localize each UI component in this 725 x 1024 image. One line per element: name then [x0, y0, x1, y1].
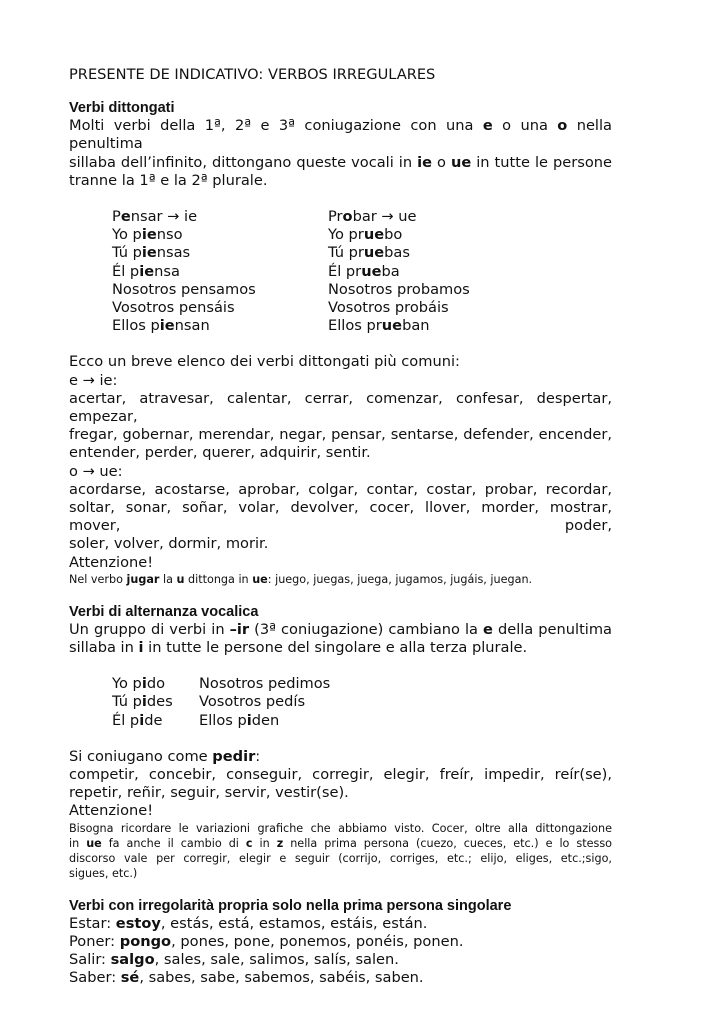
conjugation-cell-right: Él prueba: [328, 262, 400, 280]
sec1-intro-line: tranne la 1ª e la 2ª plurale.: [69, 171, 268, 189]
sec1-intro-line: Molti verbi della 1ª, 2ª e 3ª coniugazione con una e o una o nella penultima: [69, 117, 612, 153]
conjugation-row: [112, 208, 612, 226]
bold-segment: ue: [363, 226, 385, 244]
conjugation-row: [112, 281, 612, 299]
conjugation-cell-left: Pensar → ie: [112, 208, 198, 226]
verb-line-salir: Salir: salgo, sales, sale, salimos, salís, salen.: [69, 950, 399, 968]
conjugation-row: [112, 712, 612, 730]
bold-segment: i: [138, 638, 144, 656]
bold-segment: ie: [141, 226, 157, 244]
conjugation-cell-left: Yo pienso: [112, 226, 183, 244]
conjugation-cell-left: Yo pido: [112, 675, 166, 693]
e-ie-verbs-line: acertar, atravesar, calentar, cerrar, comenzar, confesar, despertar, empezar,: [69, 389, 612, 425]
document-page: [69, 66, 612, 987]
bold-segment: i: [139, 711, 145, 729]
bold-segment: u: [176, 572, 185, 586]
bold-segment: c: [245, 836, 253, 850]
conjugation-row: [112, 244, 612, 262]
sec2-intro-line: Un gruppo di verbi in –ir (3ª coniugazione) cambiano la e della penultima: [69, 620, 613, 638]
bold-segment: o: [557, 117, 568, 135]
conjugation-cell-right: Ellos prueban: [328, 317, 430, 335]
conjugation-cell-right: Nosotros pedimos: [199, 675, 331, 693]
bold-segment: ue: [86, 836, 102, 850]
bold-segment: ue: [381, 317, 403, 335]
conjugation-cell-right: Yo pruebo: [328, 226, 403, 244]
graphic-note-line: Bisogna ricordare le variazioni grafiche che abbiamo visto. Cocer, oltre alla dittongazione: [69, 821, 612, 835]
conjugation-cell-left: Tú piensas: [112, 244, 191, 262]
bold-segment: e: [482, 117, 493, 135]
sec1-intro-line: sillaba dell’infinito, dittongano queste vocali in ie o ue in tutte le persone: [69, 153, 612, 171]
bold-segment: i: [141, 693, 147, 711]
bold-segment: z: [276, 836, 284, 850]
bold-segment: ue: [363, 244, 385, 262]
list-intro: Ecco un breve elenco dei verbi dittongati più comuni:: [69, 353, 460, 371]
bold-segment: ue: [252, 572, 268, 586]
conjugation-table-pensar-probar: [112, 208, 612, 335]
pedir-verbs-line: competir, concebir, conseguir, corregir, elegir, freír, impedir, reír(se),: [69, 765, 612, 783]
section-heading-prima-persona: Verbi con irregolarità propria solo nella prima persona singolare: [69, 897, 512, 914]
e-ie-label: e → ie:: [69, 371, 118, 389]
conjugation-cell-left: Él pide: [112, 711, 163, 729]
o-ue-verbs-line: soltar, sonar, soñar, volar, devolver, cocer, llover, morder, mostrar, mover, poder,: [69, 498, 612, 535]
like-pedir: Si coniugano come pedir:: [69, 747, 261, 765]
bold-segment: pongo: [119, 932, 172, 950]
bold-segment: e: [120, 208, 131, 226]
conjugation-cell-right: Probar → ue: [328, 208, 417, 226]
o-ue-verbs-line: soler, volver, dormir, morir.: [69, 535, 269, 553]
pedir-verbs-line: repetir, reñir, seguir, servir, vestir(se).: [69, 784, 349, 802]
bold-segment: pedir: [212, 747, 256, 765]
bold-segment: i: [141, 675, 147, 693]
attention-label: Attenzione!: [69, 802, 154, 820]
conjugation-row: [112, 693, 612, 711]
conjugation-cell-right: Ellos piden: [199, 711, 280, 729]
conjugation-row: [112, 317, 612, 335]
attention-label: Attenzione!: [69, 553, 154, 571]
bold-segment: ie: [139, 262, 155, 280]
conjugation-row: [112, 675, 612, 693]
bold-segment: jugar: [126, 572, 160, 586]
graphic-note-line: discorso vale per corregir, elegir e seguir (corrijo, corriges, etc.; elijo, eliges, etc.;sigo,: [69, 851, 612, 865]
bold-segment: ie: [141, 244, 157, 262]
o-ue-label: o → ue:: [69, 462, 123, 480]
sec1-intro: [69, 117, 612, 190]
e-ie-verbs-line: fregar, gobernar, merendar, negar, pensar, sentarse, defender, encender,: [69, 426, 612, 444]
conjugation-cell-left: Vosotros pensáis: [112, 298, 235, 316]
section-heading-dittongati: Verbi dittongati: [69, 100, 175, 117]
conjugation-cell-right: Tú pruebas: [328, 244, 410, 262]
bold-segment: ie: [159, 317, 175, 335]
verb-line-poner: Poner: pongo, pones, pone, ponemos, ponéis, ponen.: [69, 932, 464, 950]
sec2-intro-line: sillaba in i in tutte le persone del singolare e alla terza plurale.: [69, 638, 528, 656]
e-ie-verbs-line: entender, perder, querer, adquirir, sentir.: [69, 444, 371, 462]
bold-segment: –ir: [229, 620, 250, 638]
verb-line-saber: Saber: sé, sabes, sabe, sabemos, sabéis, saben.: [69, 969, 424, 987]
conjugation-row: [112, 263, 612, 281]
conjugation-cell-left: Nosotros pensamos: [112, 280, 256, 298]
conjugation-cell-right: Vosotros probáis: [328, 298, 449, 316]
bold-segment: ue: [450, 153, 472, 171]
bold-segment: ie: [417, 153, 432, 171]
o-ue-verbs-line: acordarse, acostarse, aprobar, colgar, contar, costar, probar, recordar,: [69, 480, 612, 498]
bold-segment: e: [483, 620, 493, 638]
bold-segment: o: [342, 208, 353, 226]
conjugation-cell-right: Vosotros pedís: [199, 693, 306, 711]
bold-segment: sé: [120, 969, 140, 987]
conjugation-row: [112, 226, 612, 244]
conjugation-cell-left: Él piensa: [112, 262, 180, 280]
conjugation-table-pedir: [112, 675, 612, 730]
conjugation-cell-left: Ellos piensan: [112, 317, 210, 335]
graphic-note-line: in ue fa anche il cambio di c in z nella prima persona (cuezo, cueces, etc.) e lo stesso: [69, 836, 612, 850]
bold-segment: ue: [361, 262, 382, 280]
jugar-note: Nel verbo jugar la u dittonga in ue: juego, juegas, juega, jugamos, jugáis, juegan.: [69, 572, 533, 586]
bold-segment: estoy: [115, 914, 161, 932]
bold-segment: i: [246, 711, 252, 729]
verb-line-estar: Estar: estoy, estás, está, estamos, estáis, están.: [69, 914, 428, 932]
bold-segment: salgo: [110, 950, 155, 968]
section-heading-alternanza: Verbi di alternanza vocalica: [69, 603, 259, 620]
conjugation-cell-left: Tú pides: [112, 693, 173, 711]
graphic-note-line: sigues, etc.): [69, 866, 138, 880]
conjugation-cell-right: Nosotros probamos: [328, 280, 470, 298]
conjugation-row: [112, 299, 612, 317]
page-title: PRESENTE DE INDICATIVO: VERBOS IRREGULARES: [69, 66, 436, 83]
